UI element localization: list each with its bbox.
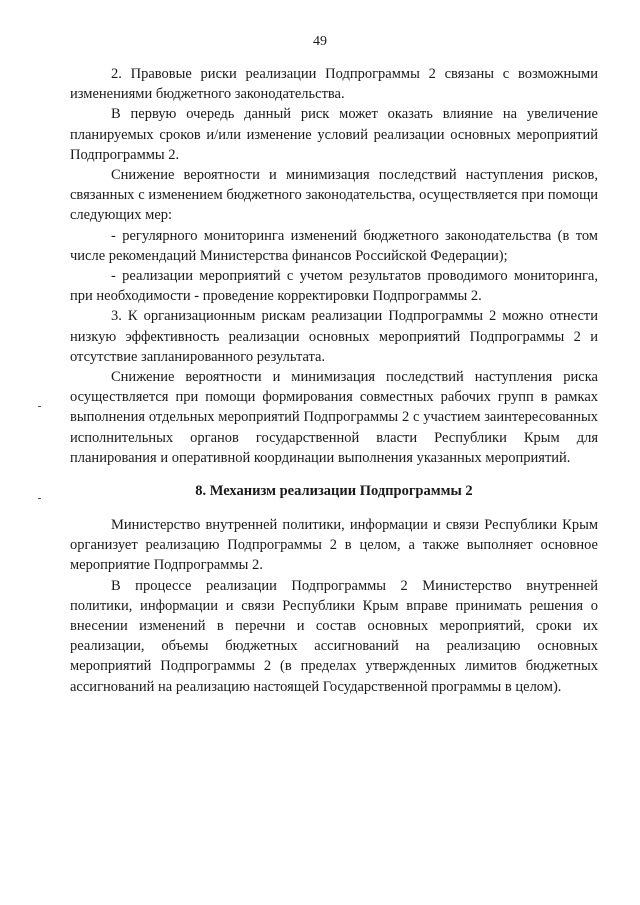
- paragraph-ministry-decisions: В процессе реализации Подпрограммы 2 Министерство внутренней политики, информации и связи Республики Крым вправе принимать решения о внесении изменений в перечни и состав основных мероприятий, сроки их реализации, объемы бюджетных ассигнований на реализацию основных мероприятий Подпрограммы 2 (в пределах утвержденных лимитов бюджетных ассигнований на реализацию настоящей Государственной программы в целом).: [70, 577, 598, 695]
- scan-speck: [38, 498, 41, 499]
- paragraph-working-groups: Снижение вероятности и минимизация последствий наступления риска осуществляется при помощи формирования совместных рабочих групп в рамках выполнения отдельных мероприятий Подпрограммы 2 с участием заинтересованных исполнительных органов государственной власти Республики Крым для планирования и оперативной координации выполнения указанных мероприятий.: [70, 369, 598, 466]
- paragraph-risk-mitigation: Снижение вероятности и минимизация последствий наступления рисков, связанных с изменением бюджетного законодательства, осуществляется при помощи следующих мер:: [70, 167, 598, 224]
- paragraph-organizational-risks: 3. К организационным рискам реализации Подпрограммы 2 можно отнести низкую эффективность реализации основных мероприятий Подпрограммы 2 и отсутствие запланированного результата.: [70, 308, 598, 365]
- document-body: [70, 64, 598, 697]
- paragraph-ministry-role: Министерство внутренней политики, информации и связи Республики Крым организует реализацию Подпрограммы 2 в целом, а также выполняет основное мероприятие Подпрограммы 2.: [70, 517, 598, 574]
- list-item-monitoring: - регулярного мониторинга изменений бюджетного законодательства (в том числе рекомендаций Министерства финансов Российской Федерации);: [70, 227, 598, 264]
- list-item-adjustment: - реализации мероприятий с учетом результатов проводимого мониторинга, при необходимости - проведение корректировки Подпрограммы 2.: [70, 268, 598, 305]
- paragraph-legal-risks: 2. Правовые риски реализации Подпрограммы 2 связаны с возможными изменениями бюджетного законодательства.: [70, 66, 598, 103]
- scan-speck: [38, 406, 41, 407]
- section-heading: 8. Механизм реализации Подпрограммы 2: [195, 483, 473, 500]
- page-number: 49: [313, 34, 327, 49]
- paragraph-risk-impact: В первую очередь данный риск может оказать влияние на увеличение планируемых сроков и/или изменение условий реализации основных мероприятий Подпрограммы 2.: [70, 106, 598, 163]
